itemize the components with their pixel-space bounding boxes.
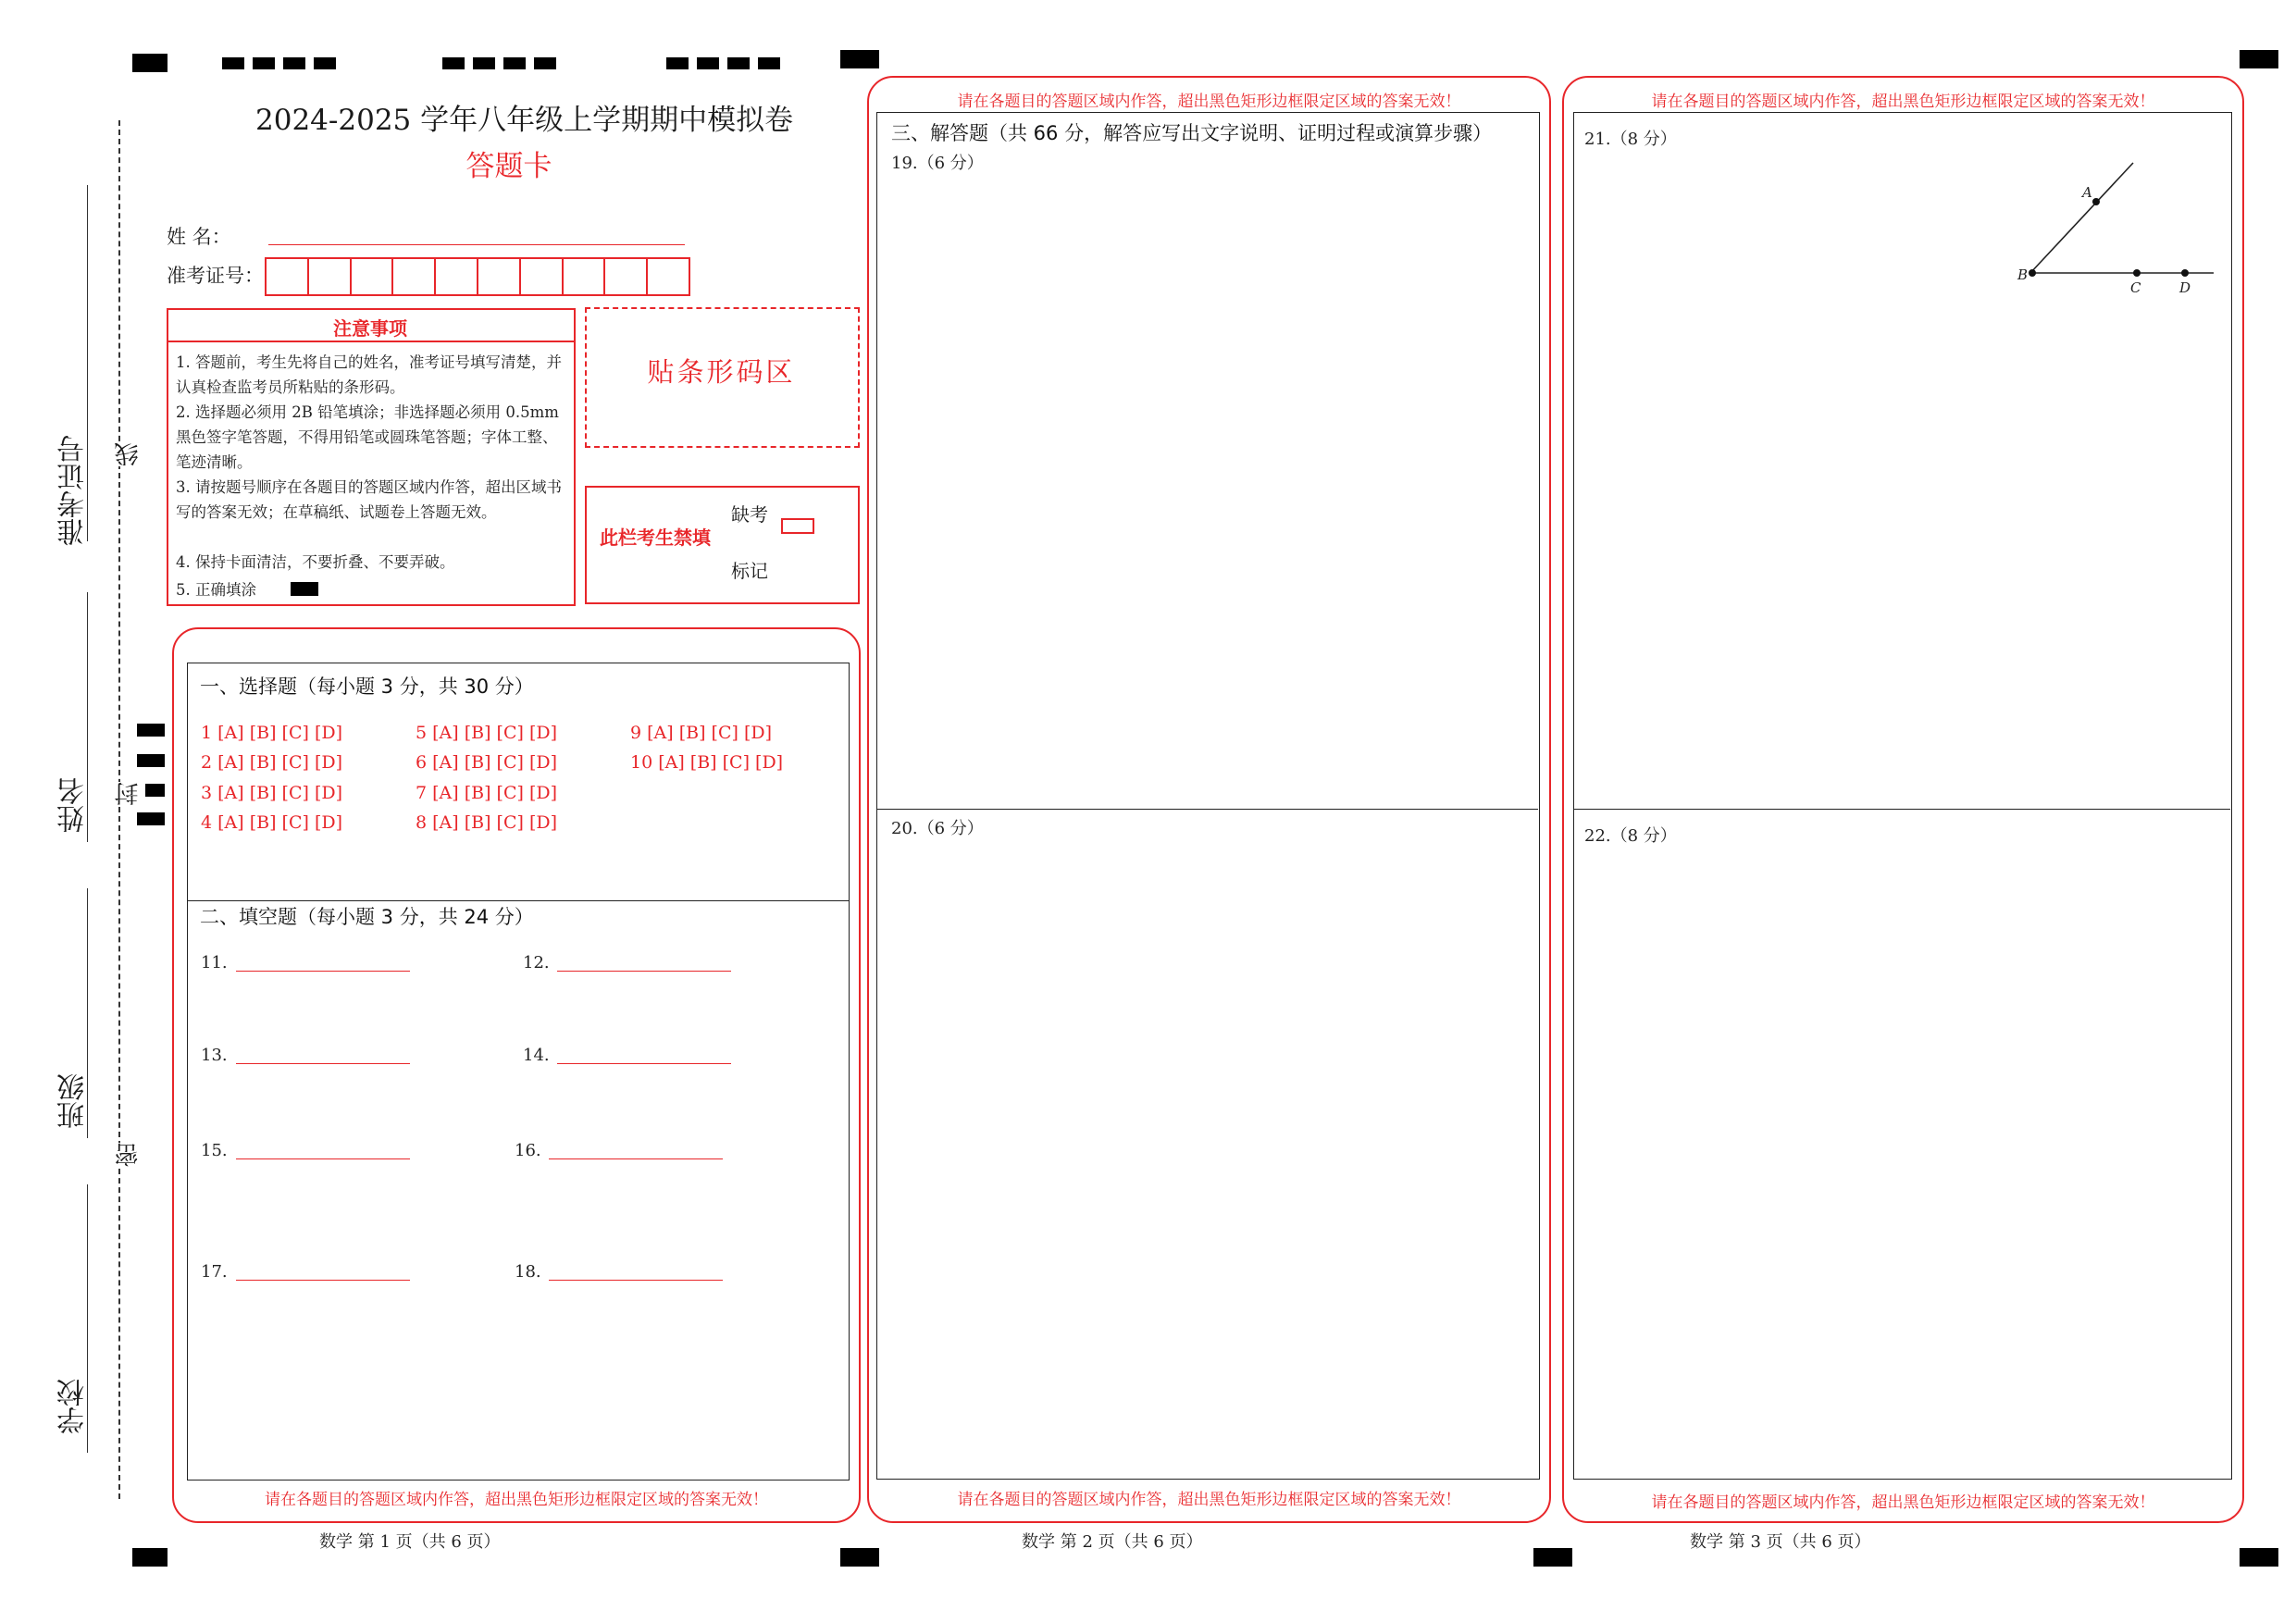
- blank-answer-line[interactable]: [549, 1280, 723, 1281]
- q21-label: 21.（8 分）: [1584, 130, 1677, 149]
- registration-mark: [473, 57, 495, 69]
- registration-mark: [2240, 1548, 2278, 1567]
- side-school-label: 学校: [57, 1379, 90, 1434]
- exam-id-boxes[interactable]: [265, 257, 690, 296]
- page-subtitle: 答题卡: [465, 150, 552, 183]
- side-name-label: 姓名: [57, 777, 90, 833]
- page3-bottom-notice: 请在各题目的答题区域内作答，超出黑色矩形边框限定区域的答案无效！: [1651, 1493, 2155, 1512]
- notes-heading-divider: [168, 341, 574, 342]
- absent-mark-line2: 标记: [731, 560, 768, 582]
- q19-label: 19.（6 分）: [891, 154, 984, 173]
- choice-question[interactable]: 9 [A] [B] [C] [D]: [630, 723, 773, 743]
- page3-top-notice: 请在各题目的答题区域内作答，超出黑色矩形边框限定区域的答案无效！: [1651, 93, 2155, 111]
- absent-label: 此栏考生禁填: [600, 527, 711, 549]
- registration-mark: [2240, 50, 2278, 68]
- blank-number: 16.: [515, 1141, 541, 1160]
- choice-question[interactable]: 2 [A] [B] [C] [D]: [201, 752, 343, 773]
- notes-item: 4. 保持卡面清洁，不要折叠、不要弄破。: [176, 553, 455, 571]
- blank-number: 17.: [201, 1262, 228, 1282]
- blank-answer-line[interactable]: [557, 1063, 731, 1064]
- point-c: [2133, 269, 2141, 277]
- blank-number: 18.: [515, 1262, 541, 1282]
- blank-number: 15.: [201, 1141, 228, 1160]
- choice-question[interactable]: 5 [A] [B] [C] [D]: [416, 723, 558, 743]
- choice-question[interactable]: 4 [A] [B] [C] [D]: [201, 812, 343, 833]
- q21-q22-divider: [1573, 809, 2230, 810]
- point-a-label: A: [2082, 184, 2092, 201]
- blank-answer-line[interactable]: [236, 1280, 410, 1281]
- registration-mark: [503, 57, 526, 69]
- barcode-label: 贴条形码区: [647, 356, 796, 388]
- seal-feng-label: 封: [111, 782, 145, 806]
- point-b-label: B: [2017, 266, 2029, 283]
- blank-number: 13.: [201, 1046, 228, 1065]
- point-c-label: C: [2130, 279, 2141, 296]
- point-b: [2029, 269, 2036, 277]
- blank-number: 11.: [201, 953, 228, 973]
- notes-item: 5. 正确填涂: [176, 581, 256, 599]
- page2-footer: 数学 第 2 页（共 6 页）: [1022, 1532, 1203, 1552]
- blank-answer-line[interactable]: [236, 1158, 410, 1159]
- page2-answer-box: [876, 112, 1540, 1480]
- choice-question[interactable]: 6 [A] [B] [C] [D]: [416, 752, 558, 773]
- registration-mark: [137, 754, 165, 767]
- choice-question[interactable]: 10 [A] [B] [C] [D]: [630, 752, 784, 773]
- notes-item: 3. 请按题号顺序在各题目的答题区域内作答，超出区域书写的答案无效；在草稿纸、试题卷上答题无效。: [176, 478, 562, 521]
- registration-mark: [137, 812, 165, 825]
- section-divider: [187, 900, 850, 901]
- q22-label: 22.（8 分）: [1584, 826, 1677, 846]
- absent-mark-box[interactable]: [781, 518, 814, 534]
- registration-mark: [840, 50, 879, 68]
- section2-title: 二、填空题（每小题 3 分，共 24 分）: [200, 906, 534, 928]
- choice-question[interactable]: 1 [A] [B] [C] [D]: [201, 723, 343, 743]
- blank-answer-line[interactable]: [557, 971, 731, 972]
- registration-mark: [666, 57, 689, 69]
- registration-mark: [222, 57, 244, 69]
- registration-mark: [132, 54, 168, 72]
- notes-heading: 注意事项: [333, 317, 407, 340]
- blank-answer-line[interactable]: [236, 971, 410, 972]
- blank-number: 12.: [523, 953, 550, 973]
- q20-label: 20.（6 分）: [891, 819, 984, 838]
- point-d-label: D: [2179, 279, 2191, 296]
- registration-mark: [137, 724, 165, 737]
- section3-title: 三、解答题（共 66 分，解答应写出文字说明、证明过程或演算步骤）: [891, 122, 1493, 144]
- absent-mark-line1: 缺考: [731, 503, 768, 526]
- name-label: 姓 名：: [167, 226, 231, 248]
- blank-answer-line[interactable]: [236, 1063, 410, 1064]
- notes-item: 1. 答题前，考生先将自己的姓名，准考证号填写清楚，并认真检查监考员所粘贴的条形码。: [176, 353, 562, 396]
- registration-mark: [314, 57, 336, 69]
- seal-line-label: 线: [111, 442, 145, 466]
- blank-answer-line[interactable]: [549, 1158, 723, 1159]
- registration-mark: [727, 57, 750, 69]
- registration-mark: [1533, 1548, 1572, 1567]
- registration-mark: [840, 1548, 879, 1567]
- side-exam-id-label: 准考证号: [57, 435, 90, 546]
- name-field[interactable]: [268, 244, 685, 245]
- registration-mark: [697, 57, 719, 69]
- page1-footer: 数学 第 1 页（共 6 页）: [319, 1532, 501, 1552]
- point-a: [2092, 198, 2100, 205]
- notes-item: 2. 选择题必须用 2B 铅笔填涂；非选择题必须用 0.5mm 黑色签字笔答题，不得用铅笔或圆珠笔答题；字体工整、笔迹清晰。: [176, 403, 559, 471]
- choice-question[interactable]: 3 [A] [B] [C] [D]: [201, 783, 343, 803]
- q21-figure: [2008, 153, 2221, 301]
- point-d: [2181, 269, 2189, 277]
- choice-question[interactable]: 7 [A] [B] [C] [D]: [416, 783, 558, 803]
- registration-mark: [132, 1548, 168, 1567]
- side-class-label: 班级: [57, 1073, 90, 1129]
- registration-mark: [253, 57, 275, 69]
- registration-mark: [534, 57, 556, 69]
- ray-ba: [2030, 163, 2133, 273]
- page2-bottom-notice: 请在各题目的答题区域内作答，超出黑色矩形边框限定区域的答案无效！: [957, 1491, 1461, 1509]
- registration-mark: [283, 57, 305, 69]
- seal-dashed-line: [118, 120, 120, 1499]
- page3-footer: 数学 第 3 页（共 6 页）: [1690, 1532, 1871, 1552]
- section1-title: 一、选择题（每小题 3 分，共 30 分）: [200, 675, 534, 698]
- registration-mark: [758, 57, 780, 69]
- page-title: 2024-2025 学年八年级上学期期中模拟卷: [255, 104, 794, 137]
- page2-top-notice: 请在各题目的答题区域内作答，超出黑色矩形边框限定区域的答案无效！: [957, 93, 1461, 111]
- page1-bottom-notice: 请在各题目的答题区域内作答，超出黑色矩形边框限定区域的答案无效！: [265, 1491, 768, 1509]
- seal-mi-label: 密: [111, 1143, 145, 1167]
- correct-fill-sample: [291, 582, 318, 596]
- choice-question[interactable]: 8 [A] [B] [C] [D]: [416, 812, 558, 833]
- page3-answer-box: [1573, 112, 2232, 1480]
- blank-number: 14.: [523, 1046, 550, 1065]
- exam-id-label: 准考证号：: [167, 265, 264, 287]
- registration-mark: [442, 57, 465, 69]
- q19-q20-divider: [876, 809, 1538, 810]
